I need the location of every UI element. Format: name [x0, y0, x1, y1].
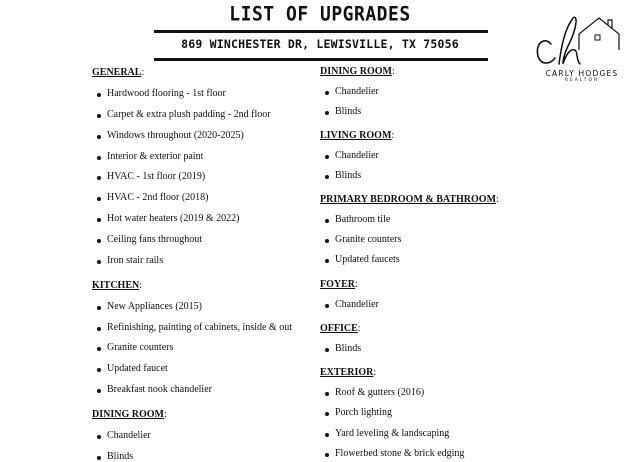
list-item: Carpet & extra plush padding - 2nd floor [107, 109, 271, 120]
section-primary-bedroom-heading: PRIMARY BEDROOM & BATHROOM: [320, 194, 499, 205]
list-item: Chandelier [107, 430, 151, 441]
list-item: Hot water heaters (2019 & 2022) [107, 213, 240, 224]
list-item: Interior & exterior paint [107, 151, 204, 162]
page-title: LIST OF UPGRADES [229, 2, 411, 27]
list-item: Chandelier [335, 299, 379, 310]
list-item: Blinds [335, 170, 362, 181]
list-item: Flowerbed stone & brick edging [335, 448, 465, 459]
list-item: Yard leveling & landscaping [335, 428, 450, 439]
list-item: Ceiling fans throughout [107, 234, 202, 245]
section-living-room-heading: LIVING ROOM: [320, 130, 395, 141]
list-item: Granite counters [335, 234, 402, 245]
list-item: Chandelier [335, 86, 379, 97]
section-office-heading: OFFICE: [320, 323, 361, 334]
logo-name: CARLY HODGES [545, 69, 619, 78]
list-item: Updated faucets [335, 254, 400, 265]
list-item: Chandelier [335, 150, 379, 161]
section-exterior-heading: EXTERIOR: [320, 367, 377, 378]
logo-subtitle: REALTOR [564, 78, 600, 83]
section-kitchen-heading: KITCHEN: [92, 280, 143, 291]
section-general-heading: GENERAL: [92, 67, 145, 78]
list-item: Blinds [335, 343, 362, 354]
section-foyer-heading: FOYER: [320, 279, 358, 290]
list-item: Blinds [107, 451, 134, 462]
list-item: Updated faucet [107, 363, 168, 374]
list-item: Breakfast nook chandelier [107, 384, 212, 395]
list-item: Granite counters [107, 342, 174, 353]
section-dining-room-heading: DINING ROOM: [320, 66, 395, 77]
section-dining-room-heading: DINING ROOM: [92, 409, 167, 420]
list-item: HVAC - 2nd floor (2018) [107, 192, 209, 203]
list-item: Blinds [335, 106, 362, 117]
list-item: Iron stair rails [107, 255, 164, 266]
list-item: HVAC - 1st floor (2019) [107, 171, 206, 182]
list-item: Porch lighting [335, 407, 392, 418]
divider-bottom [154, 58, 488, 61]
list-item: Refinishing, painting of cabinets, inside & out [107, 322, 292, 333]
list-item: Bathroom tile [335, 214, 391, 225]
property-address: 869 WINCHESTER DR, LEWISVILLE, TX 75056 [181, 37, 459, 51]
list-item: Windows throughout (2020-2025) [107, 130, 244, 141]
list-item: Hardwood flooring - 1st floor [107, 88, 226, 99]
list-item: Roof & gutters (2016) [335, 387, 425, 398]
list-item: New Appliances (2015) [107, 301, 202, 312]
divider-top [154, 30, 488, 33]
